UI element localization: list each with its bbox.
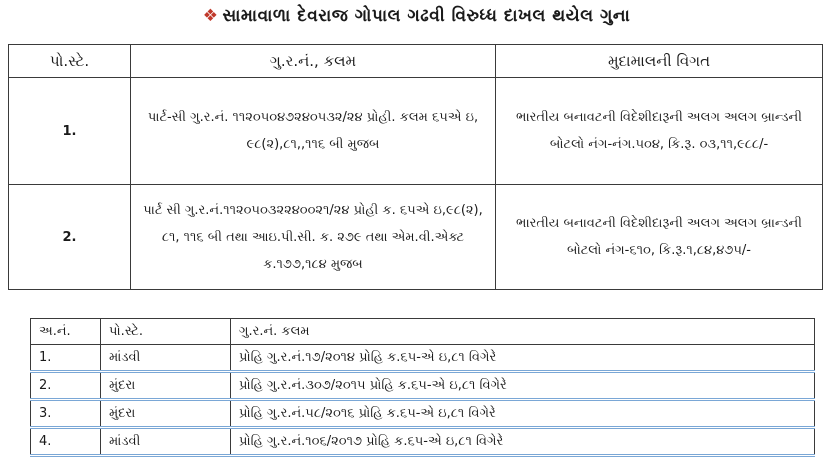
header-police-station: પો.સ્ટે. xyxy=(101,319,231,345)
case-section-cell: પ્રોહિ ગુ.ર.નં.૫૮/૨૦૧૬ પ્રોહિ ક.૬૫-એ ઇ,૮૧ વિગેરે xyxy=(231,400,815,428)
row-number: 1. xyxy=(9,78,131,185)
table-row xyxy=(31,372,815,400)
table-row xyxy=(9,185,823,290)
seized-goods-cell: ભારતીય બનાવટની વિદેશીદારૂની અલગ અલગ બ્રાન્ડની બોટલો નંગ-નંગ.૫૦૪, કિ.રૂ. ૦૩,૧૧,૯૮૮/- xyxy=(496,78,823,185)
case-section-cell: પ્રોહિ ગુ.ર.નં.૩૦૭/૨૦૧૫ પ્રોહિ ક.૬૫-એ ઇ,૮૧ વિગેરે xyxy=(231,372,815,400)
case-section-cell: પાર્ટ સી ગુ.ર.નં.૧૧૨૦૫૦૩૨૨૪૦૦૨૧/૨૪ પ્રોહી ક. ૬૫એ ઇ,૯૮(૨), ૮૧, ૧૧૬ બી તથા આઇ.પી.સી. ક. ૨૭૯ તથા એમ.વી.એક્ટ ક.૧૭૭,૧૮૪ મુજબ xyxy=(131,185,496,290)
serial-number-cell: 2. xyxy=(31,372,101,400)
table-row xyxy=(9,78,823,185)
case-section-cell: પાર્ટ-સી ગુ.ર.નં. ૧૧૨૦૫૦૪૭૨૪૦૫૩૨/૨૪ પ્રોહી. કલમ ૬૫એ ઇ, ૯૮(૨),૮૧,,૧૧૬ બી મુજબ xyxy=(131,78,496,185)
header-serial-number: અ.નં. xyxy=(31,319,101,345)
prior-cases-table xyxy=(30,318,815,457)
case-details-table xyxy=(8,44,823,290)
row-number: 2. xyxy=(9,185,131,290)
header-seized-goods: મુદામાલની વિગત xyxy=(496,45,823,78)
header-case-section: ગુ.ર.નં. કલમ xyxy=(231,319,815,345)
header-police-station: પો.સ્ટે. xyxy=(9,45,131,78)
serial-number-cell: 4. xyxy=(31,428,101,456)
police-station-cell: માંડવી xyxy=(101,428,231,456)
police-station-cell: મુંદરા xyxy=(101,372,231,400)
title-text: સામાવાળા દેવરાજ ગોપાલ ગઢવી વિરુધ્ધ દાખલ થયેલ ગુના xyxy=(222,6,631,26)
table-row xyxy=(31,428,815,456)
header-case-section: ગુ.ર.નં., કલમ xyxy=(131,45,496,78)
case-section-cell: પ્રોહિ ગુ.ર.નં.૧૦૬/૨૦૧૭ પ્રોહિ ક.૬૫-એ ઇ,૮૧ વિગેરે xyxy=(231,428,815,456)
serial-number-cell: 1. xyxy=(31,345,101,372)
police-station-cell: માંડવી xyxy=(101,345,231,372)
table-row xyxy=(31,345,815,372)
seized-goods-cell: ભારતીય બનાવટની વિદેશીદારૂની અલગ અલગ બ્રાન્ડની બોટલો નંગ-૬૧૦, કિ.રૂ.૧,૮૪,૪૭૫/- xyxy=(496,185,823,290)
serial-number-cell: 3. xyxy=(31,400,101,428)
table-header-row xyxy=(31,319,815,345)
diamond-bullet-icon: ❖ xyxy=(202,6,219,26)
table-row xyxy=(31,400,815,428)
document-title xyxy=(0,6,833,26)
police-station-cell: મુંદરા xyxy=(101,400,231,428)
case-section-cell: પ્રોહિ ગુ.ર.નં.૧૭/૨૦૧૪ પ્રોહિ ક.૬૫-એ ઇ,૮૧ વિગેરે xyxy=(231,345,815,372)
